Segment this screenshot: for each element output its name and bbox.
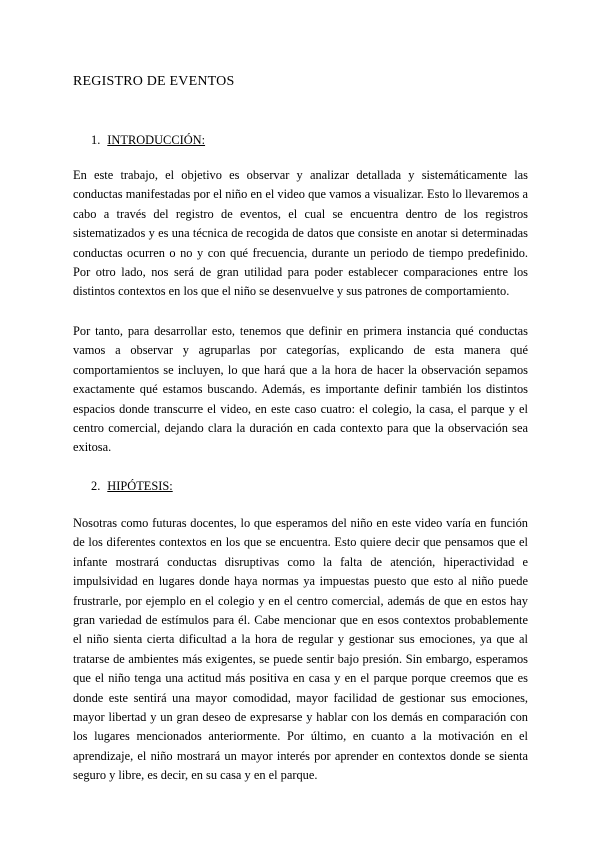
document-title: REGISTRO DE EVENTOS <box>73 74 235 89</box>
paragraph-hipotesis-1: Nosotras como futuras docentes, lo que esperamos del niño en este video varía en función de los diferentes contextos en los que se encuentra. Esto quiere decir que pensamos que el infante mostrará conductas disruptivas como la falta de atención, hiperactividad e impulsividad en lugares donde haya normas ya impuestas puesto que esto al niño puede frustrarle, por ejemplo en el colegio y en el centro comercial, además de que en estos hay gran variedad de estímulos para él. Cabe mencionar que en esos contextos probablemente el niño sienta cierta dificultad a la hora de regular y gestionar sus emociones, ya que al tratarse de ambientes más exigentes, se puede sentir bajo presión. Sin embargo, esperamos que el niño tenga una actitud más positiva en casa y en el parque porque creemos que es donde este sentirá una mayor comodidad, mayor facilidad de gestionar sus emociones, mayor libertad y un gran deseo de expresarse y hablar con los demás en comparación con los lugares mencionados anteriormente. Por último, en cuanto a la motivación en el aprendizaje, el niño mostrará un mayor interés por aprender en contextos donde se sienta seguro y libre, es decir, en su casa y en el parque. <box>73 516 528 783</box>
section-heading-introduccion <box>91 133 205 148</box>
paragraph-introduccion-2: Por tanto, para desarrollar esto, tenemos que definir en primera instancia qué conductas vamos a observar y agruparlas por categorías, explicando de esta manera qué comportamientos se incluyen, lo que hará que a la hora de hacer la observación sepamos exactamente qué estamos buscando. Además, es importante definir también los distintos espacios donde transcurre el video, en este caso cuatro: el colegio, la casa, el parque y el centro comercial, dejando clara la duración en cada contexto para que la observación sea exitosa. <box>73 324 528 455</box>
section-heading-text: INTRODUCCIÓN: <box>107 133 206 147</box>
section-heading-text: HIPÓTESIS: <box>107 479 173 493</box>
section-heading-hipotesis <box>91 479 173 494</box>
section-number: 1. <box>91 133 101 147</box>
paragraph-introduccion-1: En este trabajo, el objetivo es observar y analizar detallada y sistemáticamente las conductas manifestadas por el niño en el video que vamos a visualizar. Esto lo llevaremos a cabo a través del registro de eventos, el cual se encuentra dentro de los registros sistematizados y es una técnica de recogida de datos que consiste en anotar si determinadas conductas ocurren o no y con qué frecuencia, durante un periodo de tiempo predefinido. Por otro lado, nos será de gran utilidad para poder establecer comparaciones entre los distintos contextos en los que el niño se desenvuelve y sus patrones de comportamiento. <box>73 168 528 299</box>
section-number: 2. <box>91 479 101 493</box>
